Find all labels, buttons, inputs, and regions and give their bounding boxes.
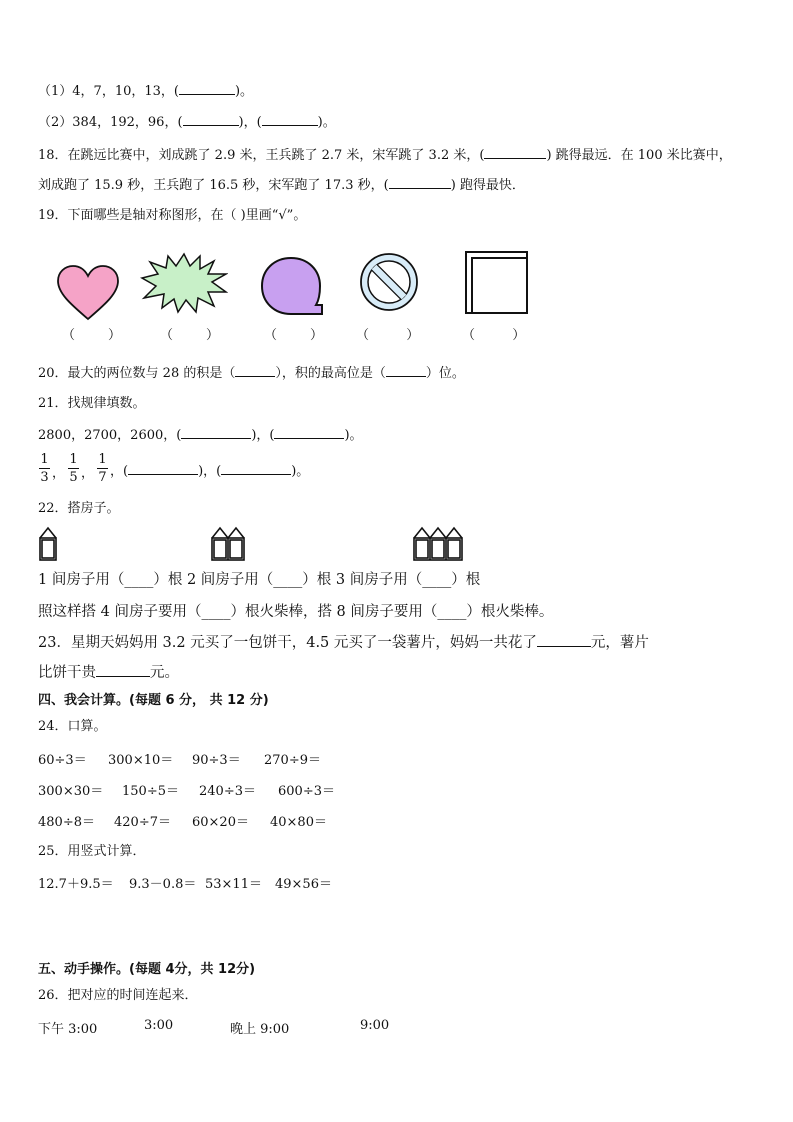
section-5-title: 五、动手操作。(每题 4分，共 12分) (38, 962, 256, 977)
time-item[interactable]: 下午 3:00 (38, 1022, 98, 1037)
heart-shape (55, 264, 121, 322)
calc-item: 150÷5＝ (122, 784, 179, 799)
fraction-1-3: 1 3 (40, 452, 49, 485)
q17-line2: （2）384，192，96，( )，( )。 (38, 115, 336, 130)
fraction-separator: ， (52, 466, 66, 481)
calc-item: 240÷3＝ (199, 784, 256, 799)
no-sign-shape (356, 251, 422, 313)
section-4-title: 四、我会计算。(每题 6 分， 共 12 分) (38, 693, 269, 708)
time-item[interactable]: 晚上 9:00 (230, 1022, 290, 1037)
fraction-1-5: 1 5 (69, 452, 78, 485)
q18-line1: 18．在跳远比赛中，刘成跳了 2.9 米，王兵跳了 2.7 米，宋军跳了 3.2 米，( ) 跳得最远．在 100 米比赛中， (38, 148, 732, 163)
answer-blank[interactable] (262, 113, 318, 126)
q23-line1: 23．星期天妈妈用 3.2 元买了一包饼干，4.5 元买了一袋薯片，妈妈一共花了 元，薯片 (38, 635, 649, 651)
q20-line: 20．最大的两位数与 28 的积是（ ），积的最高位是（ ）位。 (38, 366, 465, 381)
calc-item: 480÷8＝ (38, 815, 95, 830)
answer-blank[interactable] (128, 462, 198, 475)
answer-blank[interactable] (181, 426, 251, 439)
answer-blank[interactable] (183, 113, 239, 126)
q25-title: 25．用竖式计算． (38, 844, 146, 859)
answer-blank[interactable] (179, 82, 235, 95)
calc-item: 300×30＝ (38, 784, 104, 799)
calc-item: 53×11＝ (205, 877, 262, 892)
calc-item: 49×56＝ (275, 877, 332, 892)
q24-title: 24．口算。 (38, 719, 107, 734)
q22-line1: 1 间房子用（____）根 2 间房子用（____）根 3 间房子用（____）根 (38, 572, 481, 588)
calc-item: 12.7＋9.5＝ (38, 877, 114, 892)
answer-blank[interactable] (221, 462, 291, 475)
q23-line2: 比饼干贵 元。 (38, 665, 179, 681)
answer-paren-5[interactable]: （ ） (462, 328, 526, 343)
answer-blank[interactable] (235, 364, 275, 377)
q21-sequence: 2800，2700，2600，( )，( )。 (38, 428, 363, 443)
q26-title: 26．把对应的时间连起来． (38, 988, 198, 1003)
calc-item: 9.3－0.8＝ (129, 877, 197, 892)
calc-item: 90÷3＝ (192, 753, 241, 768)
q19-question: 19．下面哪些是轴对称图形，在（ )里画“√”。 (38, 208, 307, 223)
q18-line2: 刘成跑了 15.9 秒，王兵跑了 16.5 秒，宋军跑了 17.3 秒，( ) 跑得最快． (38, 178, 525, 193)
answer-paren-1[interactable]: （ ） (62, 328, 122, 343)
calc-item: 420÷7＝ (114, 815, 171, 830)
calc-item: 60×20＝ (192, 815, 249, 830)
answer-blank[interactable] (537, 634, 591, 647)
time-item[interactable]: 3:00 (144, 1018, 174, 1033)
answer-paren-3[interactable]: （ ） (264, 328, 324, 343)
answer-blank[interactable] (484, 146, 546, 159)
answer-paren-4[interactable]: （ ） (356, 328, 420, 343)
answer-paren-2[interactable]: （ ） (160, 328, 220, 343)
q21-title: 21．找规律填数。 (38, 396, 146, 411)
answer-blank[interactable] (389, 176, 451, 189)
matchstick-house-3 (412, 526, 468, 562)
fraction-1-7: 1 7 (98, 452, 107, 485)
calc-item: 270÷9＝ (264, 753, 321, 768)
matchstick-house-1 (38, 526, 60, 562)
answer-blank[interactable] (386, 364, 426, 377)
answer-blank[interactable] (96, 664, 150, 677)
q17-line1: （1）4，7，10，13，( )。 (38, 84, 254, 99)
matchstick-house-2 (210, 526, 250, 562)
q21-fraction-tail: ，( )，( )。 (110, 464, 310, 479)
calc-item: 300×10＝ (108, 753, 174, 768)
q22-title: 22．搭房子。 (38, 501, 120, 516)
time-item[interactable]: 9:00 (360, 1018, 390, 1033)
calc-item: 600÷3＝ (278, 784, 335, 799)
q-shape (258, 255, 328, 320)
q22-line2: 照这样搭 4 间房子要用（____）根火柴棒，搭 8 间房子要用（____）根火柴棒。 (38, 604, 554, 620)
fraction-separator: ， (81, 466, 95, 481)
calc-item: 60÷3＝ (38, 753, 87, 768)
answer-blank[interactable] (274, 426, 344, 439)
square-frame-shape (464, 250, 530, 316)
starburst-shape (140, 252, 228, 314)
calc-item: 40×80＝ (270, 815, 327, 830)
